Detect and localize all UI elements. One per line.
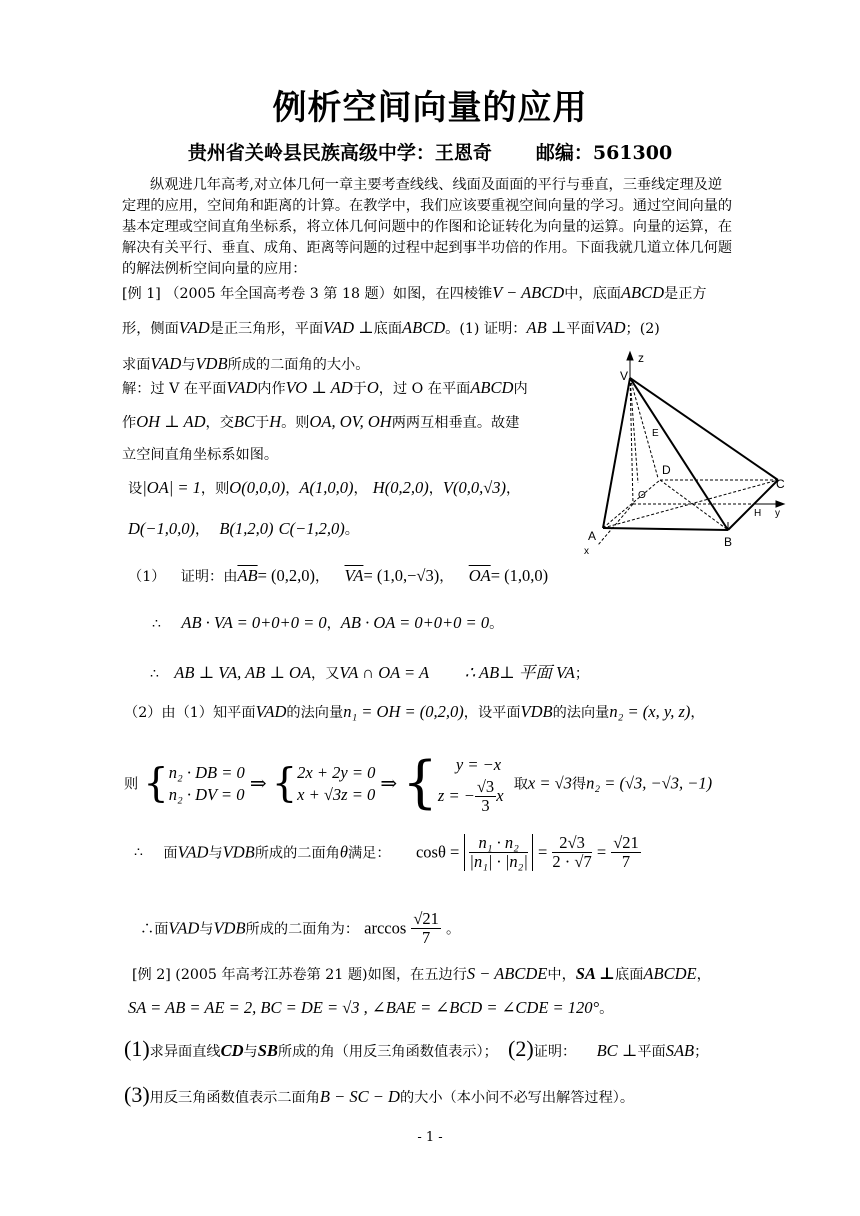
intro-paragraph: 纵观进几年高考,对立体几何一章主要考查线线、线面及面面的平行与垂直，三垂线定理及逆定理的应用，空间角和距离的计算。在教学中，我们应该要重视空间向量的学习。通过空间向量的基本定理或空间直角坐标系，将立体几何问题中的作图和论证转化为向量的运算。向量的运算，在解决有关平行、垂直、成角、距离等问题的过程中起到事半功倍的作用。下面我就几道立体几何题的解法例析空间向量的应用： xyxy=(122,177,733,277)
label-V: V xyxy=(620,369,629,383)
label-H: H xyxy=(754,508,762,519)
author-school: 贵州省关岭县民族高级中学：王恩奇 xyxy=(187,142,492,164)
label-y: y xyxy=(775,508,780,519)
label-x: x xyxy=(584,546,589,557)
ex1-line3: 求面VAD与VDB所成的二面角的大小。 xyxy=(122,354,370,373)
page-number: - 1 - xyxy=(417,1130,443,1145)
author-line xyxy=(0,138,860,165)
solution-line3: 立空间直角坐标系如图。 xyxy=(122,447,279,463)
ex1-line2: 形，侧面VAD是正三角形，平面VAD ⊥底面ABCD。(1) 证明：AB ⊥平面VAD；(2) xyxy=(122,318,660,337)
perpendicular-line: ∴ AB ⊥ VA, AB ⊥ OA，又VA ∩ OA = A ∴ AB⊥ 平面 VA； xyxy=(150,663,590,682)
dot-product-line: ∴ AB · VA = 0+0+0 = 0，AB · OA = 0+0+0 = 0。 xyxy=(152,613,504,632)
part1-line: （1） 证明：由$\overline{AB}= (0,2,0)$， $\overline{VA}= (1,0,-√3)$， $\overline{OA}= (1,0,0)$ xyxy=(128,566,549,585)
label-D: D xyxy=(662,463,671,477)
ex2-line1: [例 2] (2005 年高考江苏卷第 21 题)如图，在五边行S − ABCDE中，SA ⊥底面ABCDE， xyxy=(132,964,711,983)
page-title: 例析空间向量的应用 xyxy=(272,88,588,128)
answer-line: ∴面VAD与VDB所成的二面角为： arccos $\frac{√21}{7}$ 。 xyxy=(140,909,461,947)
ex1-line1: [例 1] （2005 年全国高考卷 3 第 18 题）如图，在四棱锥V − ABCD中，底面ABCD是正方 xyxy=(122,283,707,302)
ex2-question-3: (3)用反三角函数值表示二面角B − SC − D的大小（本小问不必写出解答过程）。 xyxy=(124,1082,635,1107)
coords-line2: D(−1,0,0)， B(1,2,0) C(−1,2,0)。 xyxy=(128,519,359,538)
label-A: A xyxy=(588,529,597,543)
cos-line: ∴ 面VAD与VDB所成的二面角θ满足： cosθ = $\frac{\text{n₁ · n₂}}{\text{|n₁| · |n₂|}}$ = $\frac{2√3}{2 \cdot √7}$ = $\frac{√21}{7}$ xyxy=(134,833,639,871)
coords-line1: 设|OA| = 1，则O(0,0,0)，A(1,0,0)， H(0,2,0)，V(0,0,√3)， xyxy=(128,478,521,497)
postcode: 邮编：561300 xyxy=(535,142,673,164)
label-B: B xyxy=(724,535,733,549)
pyramid-figure xyxy=(578,350,794,560)
solution-line1: 解：过 V 在平面VAD内作VO ⊥ AD于O，过 O 在平面ABCD内 xyxy=(122,378,528,397)
part2-line: （2）由（1）知平面VAD的法向量n₁ = OH = (0,2,0)，设平面VDB的法向量n₂ = (x, y, z)， xyxy=(124,702,705,721)
label-E: E xyxy=(652,428,659,439)
label-O: O xyxy=(638,490,646,501)
ex2-questions-1-2: (1)求异面直线CD与SB所成的角（用反三角函数值表示）； (2)证明： BC ⊥平面SAB； xyxy=(124,1036,709,1061)
equation-system: 则 {n₂ · DB = 0 n₂ · DV = 0 ⇒ {2x + 2y = 0 x + √3z = 0 ⇒ { y = −x z = − $\frac{√3}{3}$ x 取x = √3得n₂ = (√3, −√3, −1) xyxy=(124,750,713,816)
ex2-line2: SA = AB = AE = 2, BC = DE = √3 , ∠BAE = ∠BCD = ∠CDE = 120°。 xyxy=(128,998,614,1017)
label-C: C xyxy=(776,477,785,491)
label-z: z xyxy=(638,351,644,365)
solution-line2: 作OH ⊥ AD，交BC于H。则OA, OV, OH两两互相垂直。故建 xyxy=(122,412,520,431)
